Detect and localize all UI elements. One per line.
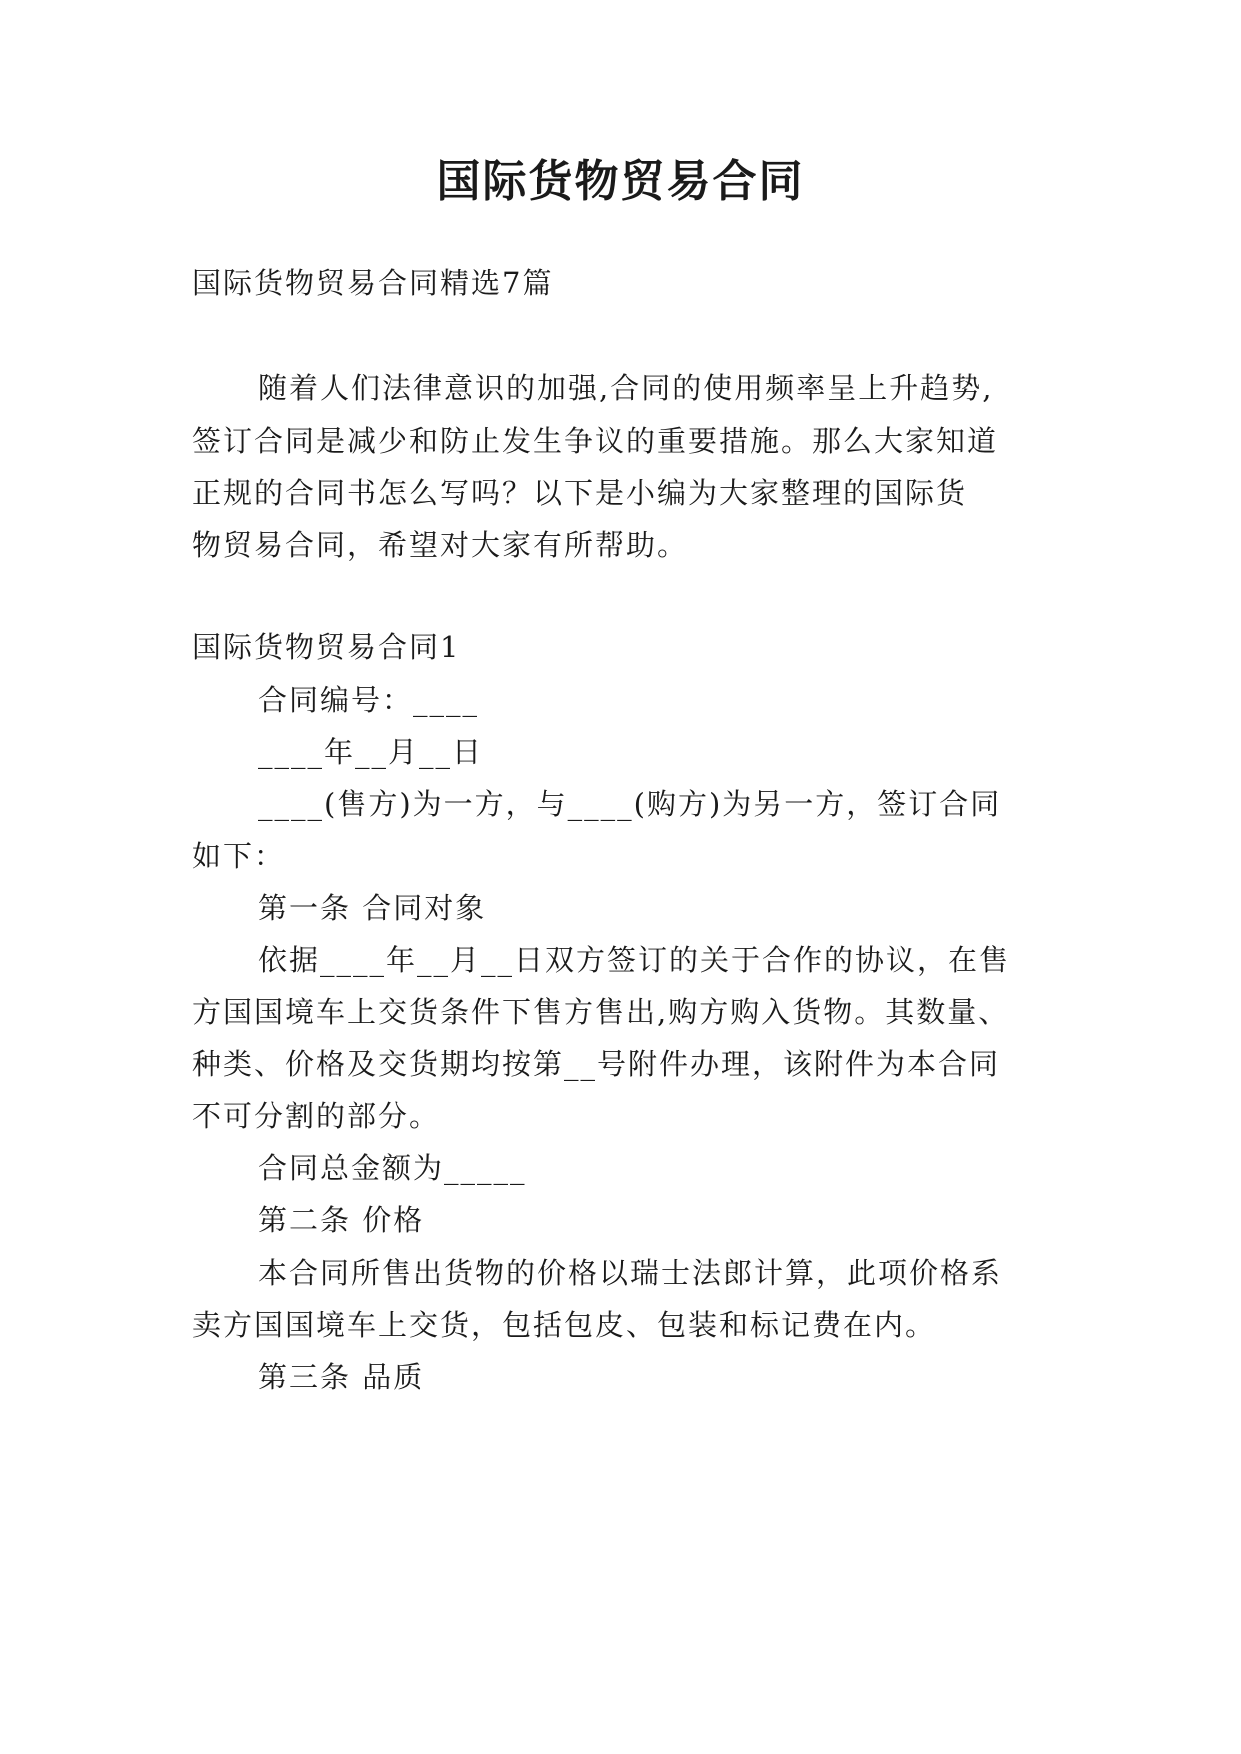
article-2-heading: 第二条 价格 [258,1203,425,1237]
document-title: 国际货物贸易合同 [436,156,805,207]
article-1-heading: 第一条 合同对象 [258,891,487,925]
parties-line: ____(售方)为一方，与____(购方)为另一方，签订合同 [258,787,1002,821]
intro-line: 物贸易合同，希望对大家有所帮助。 [192,528,689,562]
article-1-line: 不可分割的部分。 [192,1099,441,1133]
intro-line: 随着人们法律意识的加强,合同的使用频率呈上升趋势, [258,371,994,405]
article-1-line: 依据____年__月__日双方签订的关于合作的协议，在售 [258,943,1011,977]
article-1-line: 种类、价格及交货期均按第__号附件办理，该附件为本合同 [192,1047,1001,1081]
date-line: ____年__月__日 [258,735,484,769]
article-1-line: 方国国境车上交货条件下售方售出,购方购入货物。其数量、 [192,995,1010,1029]
article-2-line: 卖方国国境车上交货，包括包皮、包装和标记费在内。 [192,1308,937,1342]
total-amount-line: 合同总金额为_____ [258,1151,527,1185]
article-2-line: 本合同所售出货物的价格以瑞士法郎计算，此项价格系 [258,1256,1003,1290]
contract-number-line: 合同编号：____ [258,683,480,717]
section-heading: 国际货物贸易合同1 [192,630,461,664]
document-subtitle: 国际货物贸易合同精选7篇 [192,266,554,300]
article-3-heading: 第三条 品质 [258,1360,425,1394]
intro-line: 正规的合同书怎么写吗？以下是小编为大家整理的国际货 [192,476,968,510]
intro-line: 签订合同是减少和防止发生争议的重要措施。那么大家知道 [192,424,999,458]
parties-line: 如下： [192,839,286,873]
